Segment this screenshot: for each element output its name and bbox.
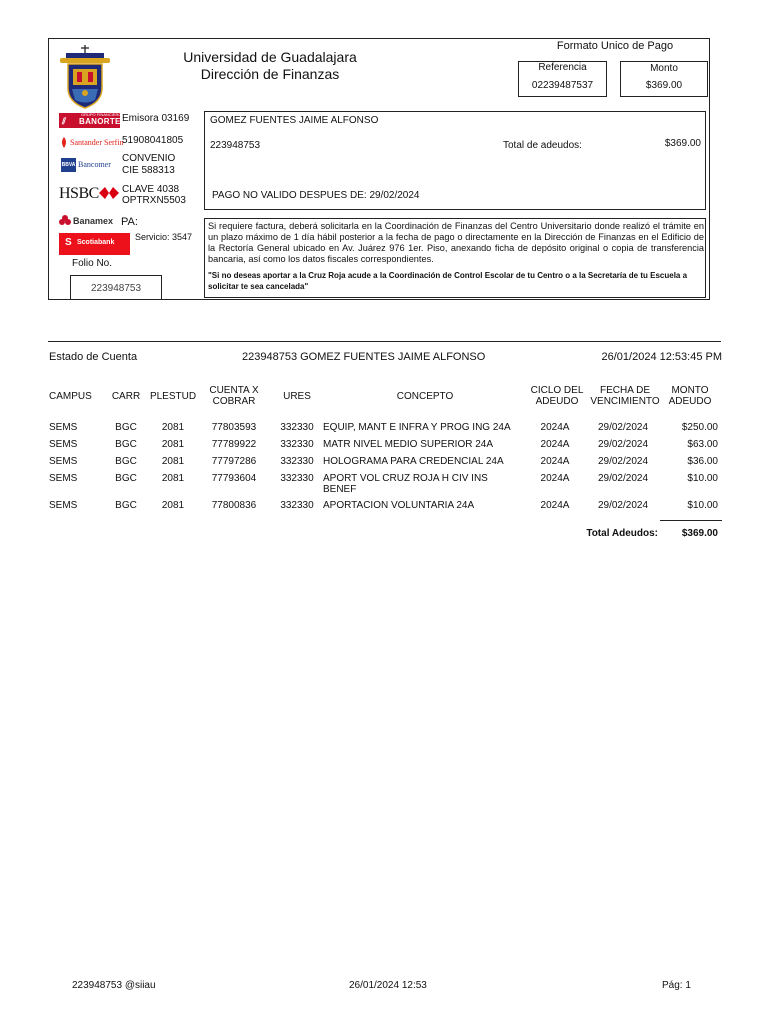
row-fecha: 29/02/2024 [597, 422, 649, 433]
row-campus: SEMS [49, 456, 78, 467]
row-concepto: MATR NIVEL MEDIO SUPERIOR 24A [323, 439, 494, 450]
row-cuenta: 77793604 [211, 473, 257, 484]
bancomer-name: Bancomer [78, 160, 111, 169]
hsbc-name: HSBC [59, 185, 99, 202]
row-cuenta: 77797286 [211, 456, 257, 467]
row-concepto: APORTACION VOLUNTARIA 24A [323, 500, 475, 511]
row-ures: 332330 [280, 456, 314, 467]
row-campus: SEMS [49, 422, 78, 433]
payer-name: GOMEZ FUENTES JAIME ALFONSO [210, 115, 379, 126]
row-concepto: HOLOGRAMA PARA CREDENCIAL 24A [323, 456, 504, 467]
row-ures: 332330 [280, 473, 314, 484]
col-carr: CARR [111, 391, 141, 402]
banamex-flower-icon [59, 215, 71, 227]
total-debts-value: $369.00 [664, 138, 701, 149]
row-monto: $63.00 [687, 439, 718, 450]
row-concepto: APORT VOL CRUZ ROJA H CIV INS BENEF [323, 473, 488, 495]
col-concepto: CONCEPTO [396, 391, 454, 402]
row-fecha: 29/02/2024 [597, 439, 649, 450]
santander-account: 51908041805 [122, 135, 184, 146]
row-carr: BGC [115, 422, 137, 433]
row-campus: SEMS [49, 473, 78, 484]
statement-student: 223948753 GOMEZ FUENTES JAIME ALFONSO [242, 351, 486, 363]
row-carr: BGC [115, 456, 137, 467]
row-monto: $250.00 [681, 422, 718, 433]
amount-label: Monto [650, 63, 678, 74]
banorte-emisora: Emisora 03169 [122, 113, 190, 124]
row-cuenta: 77803593 [211, 422, 257, 433]
row-fecha: 29/02/2024 [597, 473, 649, 484]
hsbc-hexagon-icon [99, 187, 119, 199]
row-monto: $36.00 [687, 456, 718, 467]
banorte-name: BANORTE [79, 117, 121, 126]
total-rule [660, 520, 722, 521]
col-campus: CAMPUS [49, 391, 92, 402]
hsbc-optrxn: OPTRXN5503 [122, 195, 186, 206]
row-campus: SEMS [49, 500, 78, 511]
row-plestud: 2081 [161, 473, 185, 484]
banorte-mark: ⫽ [62, 116, 67, 126]
bancomer-convenio: CONVENIO [122, 153, 176, 164]
santander-flame-icon [59, 137, 69, 148]
statement-datetime: 26/01/2024 12:53:45 PM [601, 351, 722, 363]
folio-label: Folio No. [72, 258, 113, 269]
row-carr: BGC [115, 500, 137, 511]
bancomer-logo-icon: BBVA [61, 158, 76, 172]
row-cuenta: 77800836 [211, 500, 257, 511]
scotiabank-name: Scotiabank [77, 239, 115, 246]
footer-timestamp: 26/01/2024 12:53 [349, 980, 427, 991]
row-concepto: EQUIP, MANT E INFRA Y PROG ING 24A [323, 422, 511, 433]
col-plestud: PLESTUD [149, 391, 197, 402]
amount-value: $369.00 [645, 80, 683, 91]
university-crest-icon [58, 44, 112, 110]
banorte-logo-icon [59, 113, 120, 128]
footer-user: 223948753 @siiau [72, 980, 156, 991]
payer-id: 223948753 [210, 140, 261, 151]
reference-label: Referencia [538, 62, 587, 73]
banorte-small-text: GRUPO FINANCIERO [81, 112, 122, 117]
row-plestud: 2081 [161, 500, 185, 511]
row-fecha: 29/02/2024 [597, 456, 649, 467]
footer-page: Pág: 1 [662, 980, 691, 991]
hsbc-clave: CLAVE 4038 [122, 184, 180, 195]
santander-name: Santander Serfin [70, 138, 124, 147]
row-ures: 332330 [280, 422, 314, 433]
row-ciclo: 2024A [540, 456, 570, 467]
row-ciclo: 2024A [540, 500, 570, 511]
reference-value: 02239487537 [531, 80, 594, 91]
row-ciclo: 2024A [540, 422, 570, 433]
banamex-name: Banamex [73, 216, 114, 226]
row-monto: $10.00 [687, 473, 718, 484]
scotia-mark: S [65, 237, 72, 248]
row-carr: BGC [115, 473, 137, 484]
row-carr: BGC [115, 439, 137, 450]
row-ciclo: 2024A [540, 473, 570, 484]
row-monto: $10.00 [687, 500, 718, 511]
row-ciclo: 2024A [540, 439, 570, 450]
total-debts-label: Total de adeudos: [503, 140, 582, 151]
banamex-pa: PA: [121, 216, 138, 228]
invoice-notice: Si requiere factura, deberá solicitarla en la Coordinación de Finanzas del Centro Universitario donde realizó el trámite en un plazo máximo de 1 día hábil posterior a la fecha de pago o directamente en la Dirección de Finanzas en el Edificio de la Rectoría General ubicado en Av. Juárez 976 1er. Piso, anexando ficha de depósito original o copia de transferencia bancaria, así como los datos fiscales correspondientes. [208, 221, 704, 264]
university-name: Universidad de Guadalajara [183, 49, 357, 65]
statement-title: Estado de Cuenta [49, 351, 138, 363]
col-ures: URES [283, 391, 311, 402]
col-monto: MONTO ADEUDO [668, 385, 712, 407]
validity-notice: PAGO NO VALIDO DESPUES DE: 29/02/2024 [212, 190, 420, 201]
row-ures: 332330 [280, 500, 314, 511]
total-adeudos-value: $369.00 [681, 528, 718, 539]
col-ciclo: CICLO DEL ADEUDO [530, 385, 584, 407]
row-plestud: 2081 [161, 456, 185, 467]
bancomer-cie: CIE 588313 [122, 165, 175, 176]
department-name: Dirección de Finanzas [200, 66, 340, 82]
red-cross-notice: "Si no deseas aportar a la Cruz Roja acude a la Coordinación de Control Escolar de tu Centro o a la Secretaría de tu Escuela a solicitar te sea cancelada" [208, 271, 688, 291]
row-cuenta: 77789922 [211, 439, 257, 450]
scotiabank-logo-icon [59, 233, 130, 255]
row-plestud: 2081 [161, 422, 185, 433]
total-adeudos-label: Total Adeudos: [586, 528, 658, 539]
row-ures: 332330 [280, 439, 314, 450]
row-campus: SEMS [49, 439, 78, 450]
row-fecha: 29/02/2024 [597, 500, 649, 511]
folio-value: 223948753 [90, 283, 142, 294]
service-number: Servicio: 3547 [135, 232, 193, 242]
col-cuenta: CUENTA X COBRAR [209, 385, 259, 407]
form-title: Formato Unico de Pago [556, 40, 674, 52]
row-plestud: 2081 [161, 439, 185, 450]
col-fecha: FECHA DE VENCIMIENTO [590, 385, 660, 407]
statement-top-rule [48, 341, 721, 342]
